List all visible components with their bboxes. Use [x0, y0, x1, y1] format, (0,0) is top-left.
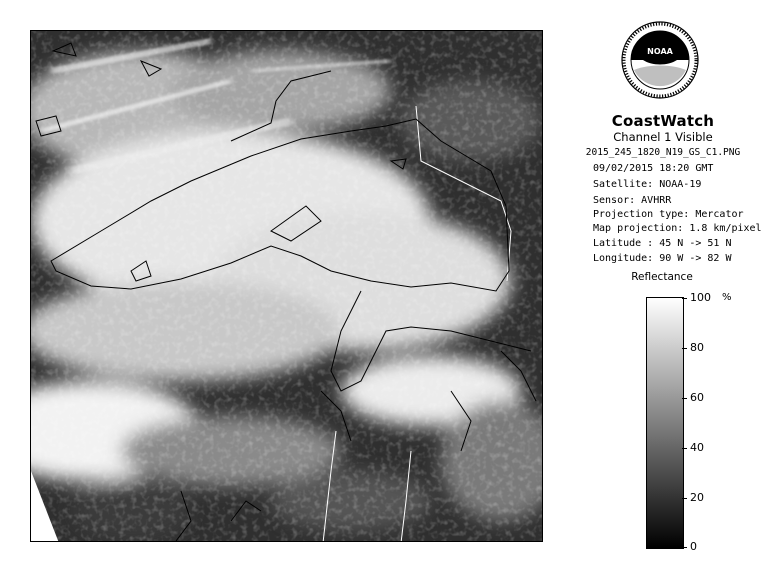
colorbar-tick — [682, 298, 687, 299]
satellite-image — [30, 30, 543, 542]
colorbar-tick-label: 0 — [690, 540, 697, 553]
satellite-image-svg — [31, 31, 543, 542]
colorbar-tick-label: 100 — [690, 291, 711, 304]
satellite-info: Satellite: NOAA-19 — [593, 179, 702, 190]
colorbar-label: Reflectance — [631, 271, 693, 283]
colorbar-tick-label: 60 — [690, 391, 704, 404]
reflectance-colorbar — [646, 297, 684, 549]
app-title: CoastWatch — [611, 112, 715, 130]
noaa-logo-text: NOAA — [647, 47, 673, 56]
colorbar-tick — [682, 547, 687, 548]
colorbar-tick — [682, 398, 687, 399]
latitude-range: Latitude : 45 N -> 51 N — [593, 238, 732, 249]
colorbar-tick — [682, 498, 687, 499]
map-projection: Map projection: 1.8 km/pixel — [593, 223, 762, 234]
colorbar-tick-label: 20 — [690, 491, 704, 504]
noaa-seal-icon — [620, 20, 700, 100]
longitude-range: Longitude: 90 W -> 82 W — [593, 253, 732, 264]
colorbar-tick — [682, 348, 687, 349]
colorbar-tick-label: 80 — [690, 341, 704, 354]
colorbar-unit: % — [722, 292, 732, 303]
colorbar-tick — [682, 448, 687, 449]
projection-type: Projection type: Mercator — [593, 209, 744, 220]
date-time: 09/02/2015 18:20 GMT — [593, 163, 714, 174]
channel-label: Channel 1 Visible — [613, 130, 713, 144]
noaa-logo — [620, 20, 700, 100]
colorbar-tick-label: 40 — [690, 441, 704, 454]
sensor-info: Sensor: AVHRR — [593, 195, 672, 206]
file-name: 2015_245_1820_N19_GS_C1.PNG — [585, 147, 741, 158]
